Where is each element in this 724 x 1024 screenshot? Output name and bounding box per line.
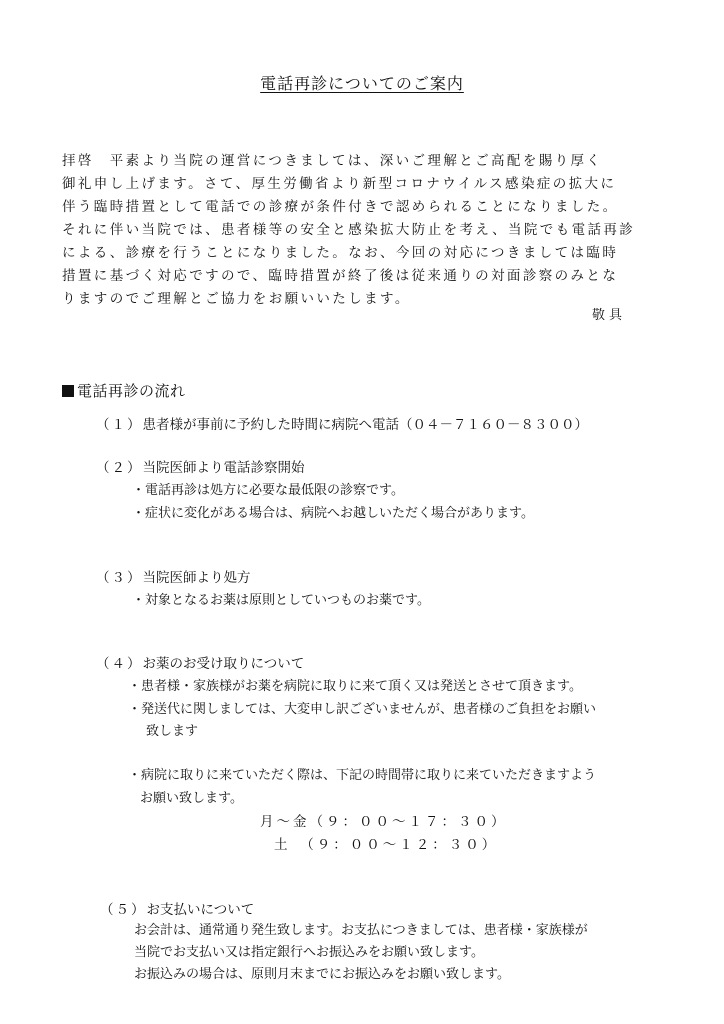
step-number: （２） [96,460,143,476]
step-4-bullet-1: ・患者様・家族様がお薬を病院に取りに来て頂く又は発送とさせて頂きます。 [128,679,582,694]
intro-line: りますのでご理解とご協力をお願いいたします。 [62,291,411,307]
step-text: 患者様が事前に予約した時間に病院へ電話（０４－７１６０－８３００） [142,417,588,433]
step-2 [96,457,305,479]
step-4-bullet-3-cont: お願い致します。 [140,791,243,806]
intro-paragraph [62,150,662,311]
step-number: （３） [96,570,143,586]
payment-line-2: 当院でお支払い又は指定銀行へお振込みをお願い致します。 [134,945,484,960]
intro-line: 措置に基づく対応ですので、臨時措置が終了後は従来通りの対面診察のみとな [62,268,619,284]
step-number: （５） [100,902,147,918]
section-heading [62,381,186,401]
step-3 [96,567,251,589]
step-4-bullet-3: ・病院に取りに来ていただく際は、下記の時間帯に取りに来ていただきますよう [128,768,597,783]
page-title [0,74,724,94]
step-2-bullet-2: ・症状に変化がある場合は、病院へお越しいただく場合があります。 [132,506,534,521]
step-text: お薬のお受け取りについて [142,656,305,672]
step-2-bullet-1: ・電話再診は処方に必要な最低限の診察です。 [132,483,404,498]
saturday-hours: 土 （９：００～１２：３０） [274,837,499,853]
closing-text: 敬具 [591,308,626,323]
step-4-bullet-2-cont: 致します [146,724,199,739]
intro-line: それに伴い当院では、患者様等の安全と感染拡大防止を考え、当院でも電話再診 [62,222,636,238]
step-text: お支払いについて [146,902,255,918]
page-title-text: 電話再診についてのご案内 [260,74,464,93]
payment-line-1: お会計は、通常通り発生致します。お支払につきましては、患者様・家族様が [134,923,588,938]
section-heading-text: 電話再診の流れ [77,382,186,400]
step-number: （４） [96,656,143,672]
intro-line: 御礼申し上げます。さて、厚生労働省より新型コロナウイルス感染症の拡大に [62,176,617,192]
payment-line-3: お振込みの場合は、原則月末までにお振込みをお願い致します。 [134,967,510,982]
step-text: 当院医師より電話診察開始 [142,460,305,476]
intro-line: による、診療を行うことになりました。なお、今回の対応につきましては臨時 [62,245,619,261]
square-bullet-icon [62,385,74,397]
step-1 [96,414,588,436]
step-text: 当院医師より処方 [142,570,251,586]
step-3-bullet-1: ・対象となるお薬は原則としていつものお薬です。 [132,593,430,608]
step-4 [96,653,304,675]
step-number: （１） [96,417,143,433]
intro-line: 拝啓 平素より当院の運営につきましては、深いご理解とご高配を賜り厚く [62,153,603,169]
step-5 [100,899,254,921]
intro-line: 伴う臨時措置として電話での診療が条件付きで認められることになりました。 [62,199,619,215]
weekday-hours: 月～金（９：００～１７：３０） [260,814,508,830]
step-4-bullet-2: ・発送代に関しましては、大変申し訳ございませんが、患者様のご負担をお願い [128,702,597,717]
